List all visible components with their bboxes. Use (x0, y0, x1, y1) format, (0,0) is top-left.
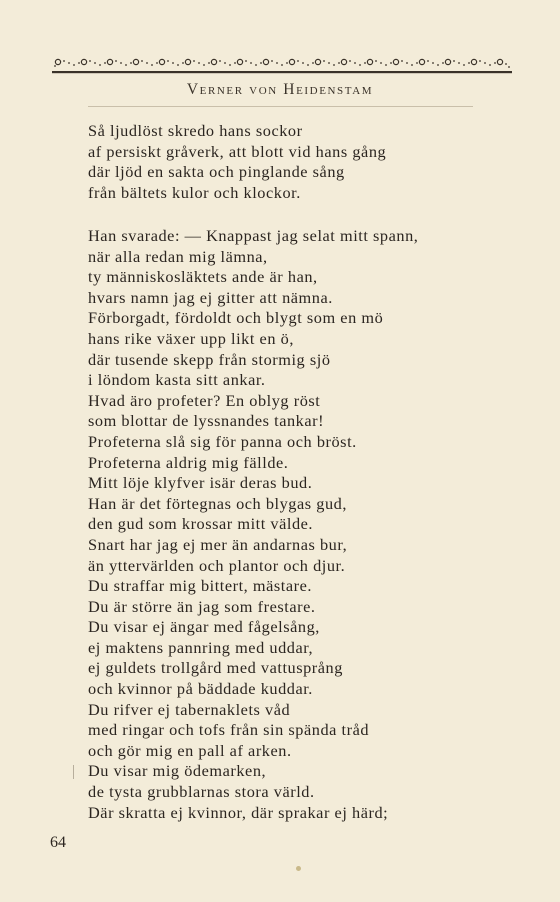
verse-line: Du visar ej ängar med fågelsång, (88, 617, 320, 637)
print-dot (296, 866, 301, 871)
verse-line: Hvad äro profeter? En oblyg röst (88, 390, 321, 410)
verse-line: Du straffar mig bittert, mästare. (88, 576, 313, 596)
verse-line: Han svarade: — Knappast jag selat mitt spann, (88, 226, 419, 245)
verse-line: Du visar mig ödemarken, (88, 761, 267, 781)
verse-line: som blottar de lyssnandes tankar! (88, 411, 325, 431)
running-head: Verner von Heidenstam (186, 81, 374, 98)
verse-line: de tysta grubblarnas stora värld. (88, 782, 315, 802)
verse-line: af persiskt gråverk, att blott vid hans gång (88, 141, 387, 161)
verse-line: den gud som krossar mitt välde. (88, 514, 314, 534)
verse-line: Du är större än jag som frestare. (88, 596, 316, 616)
verse-line: från bältets kulor och klockor. (88, 182, 301, 202)
header-rule (88, 106, 473, 107)
verse-line: Profeterna aldrig mig fällde. (88, 452, 289, 472)
margin-mark (73, 765, 74, 779)
verse-line: Snart har jag ej mer än andarnas bur, (88, 534, 348, 554)
verse-line: Mitt löje klyfver isär deras bud. (88, 473, 313, 493)
verse-line: och kvinnor på bäddade kuddar. (88, 679, 313, 699)
verse-line: och gör mig en pall af arken. (88, 740, 292, 760)
page-number: 64 (50, 834, 66, 851)
verse-line: Han är det förtegnas och blygas gud, (88, 493, 347, 513)
verse-line: där tusende skepp från stormig sjö (88, 349, 331, 369)
verse-line: Du rifver ej tabernaklets våd (88, 699, 291, 719)
stanza-2 (88, 226, 418, 823)
stanza-1 (88, 121, 386, 203)
verse-line: ej maktens pannring med uddar, (88, 637, 314, 657)
verse-line: Förborgadt, fördoldt och blygt som en mö (88, 308, 384, 328)
verse-line: i löndom kasta sitt ankar. (88, 370, 266, 390)
header-ornament-border (52, 55, 512, 75)
verse-line: Profeterna slå sig för panna och bröst. (88, 431, 357, 451)
verse-line: ej guldets trollgård med vattusprång (88, 658, 343, 678)
verse-line: hvars namn jag ej gitter att nämna. (88, 287, 333, 307)
verse-line: med ringar och tofs från sin spända tråd (88, 720, 370, 740)
verse-line: än yttervärlden och plantor och djur. (88, 555, 346, 575)
verse-line: Så ljudlöst skredo hans sockor (88, 121, 303, 140)
verse-line: ty människosläktets ande är han, (88, 267, 318, 287)
verse-line: när alla redan mig lämna, (88, 246, 268, 266)
verse-line: Där skratta ej kvinnor, där sprakar ej härd; (88, 802, 389, 822)
verse-line: hans rike växer upp likt en ö, (88, 328, 294, 348)
verse-line: där ljöd en sakta och pinglande sång (88, 162, 345, 182)
